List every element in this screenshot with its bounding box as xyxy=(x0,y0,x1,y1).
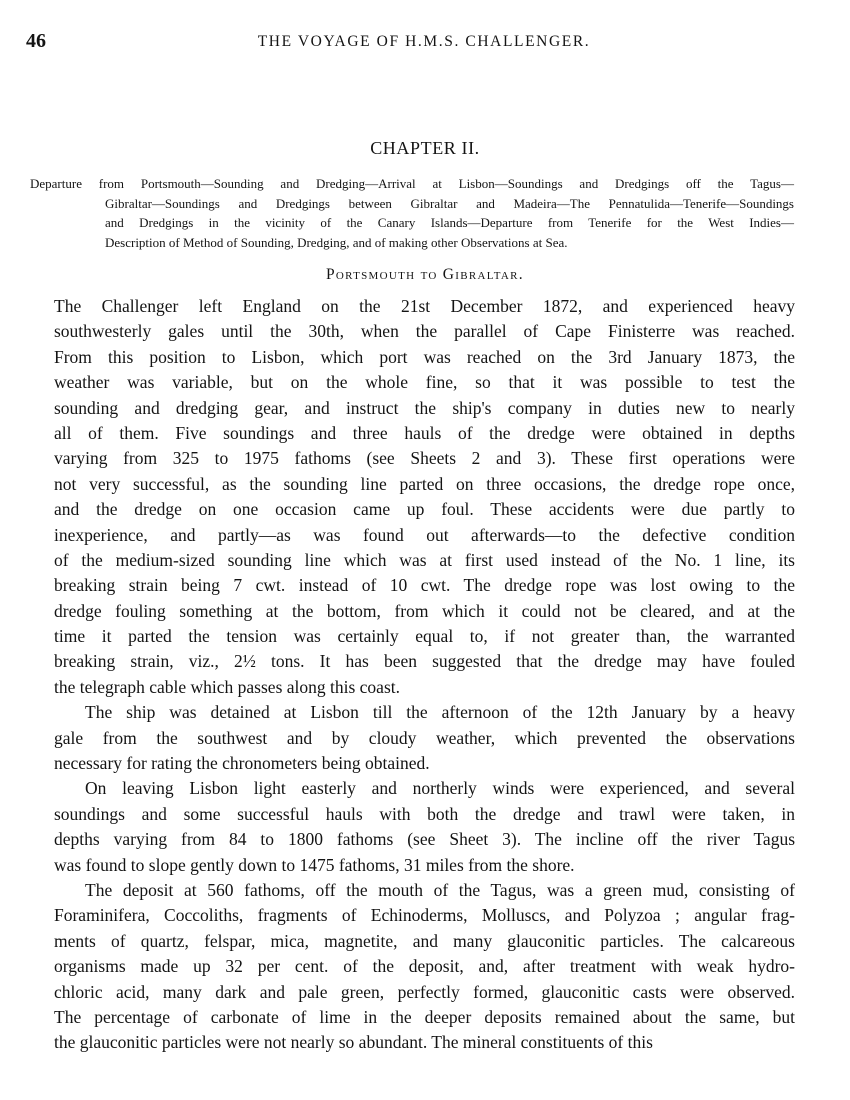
synopsis-line: and Dredgings in the vicinity of the Canary Islands—Departure from Tenerife for the West Indies— xyxy=(105,215,794,230)
text-line: soundings and some successful hauls with both the dredge and trawl were taken, in xyxy=(54,803,795,824)
paragraph xyxy=(54,878,795,1056)
text-line: On leaving Lisbon light easterly and northerly winds were experienced, and several xyxy=(85,778,795,799)
text-line: breaking strain, viz., 2½ tons. It has been suggested that the dredge may have fouled xyxy=(54,651,795,672)
text-line: The deposit at 560 fathoms, off the mouth of the Tagus, was a green mud, consisting of xyxy=(85,879,795,900)
chapter-synopsis xyxy=(30,174,794,252)
text-line: Foraminifera, Coccoliths, fragments of Echinoderms, Molluscs, and Polyzoa ; angular frag- xyxy=(54,905,795,926)
page-number: 46 xyxy=(26,30,46,52)
body-text xyxy=(54,294,795,1056)
text-line: time it parted the tension was certainly equal to, if not greater than, the warranted xyxy=(54,626,795,647)
text-line: and the dredge on one occasion came up foul. These accidents were due partly to xyxy=(54,499,795,520)
text-line: all of them. Five soundings and three hauls of the dredge were obtained in depths xyxy=(54,422,795,443)
text-line: depths varying from 84 to 1800 fathoms (see Sheet 3). The incline off the river Tagus xyxy=(54,829,795,850)
text-line: organisms made up 32 per cent. of the deposit, and, after treatment with weak hydro- xyxy=(54,956,795,977)
text-line: of the medium-sized sounding line which was at first used instead of the No. 1 line, its xyxy=(54,549,795,570)
text-line: The ship was detained at Lisbon till the afternoon of the 12th January by a heavy xyxy=(85,702,795,723)
synopsis-line: Gibraltar—Soundings and Dredgings between Gibraltar and Madeira—The Pennatulida—Tenerife—Soundings xyxy=(105,195,794,211)
page-header xyxy=(26,30,798,56)
text-line: southwesterly gales until the 30th, when the parallel of Cape Finisterre was reached. xyxy=(54,321,795,342)
paragraph xyxy=(54,294,795,700)
text-line: From this position to Lisbon, which port was reached on the 3rd January 1873, the xyxy=(54,346,795,367)
text-line: the glauconitic particles were not nearly so abundant. The mineral constituents of this xyxy=(54,1032,653,1053)
text-line: was found to slope gently down to 1475 fathoms, 31 miles from the shore. xyxy=(54,854,575,875)
text-line: inexperience, and partly—as was found out afterwards—to the defective condition xyxy=(54,524,795,545)
paragraph xyxy=(54,776,795,878)
chapter-title: CHAPTER II. xyxy=(370,138,480,158)
text-line: The percentage of carbonate of lime in the deeper deposits remained about the same, but xyxy=(54,1006,795,1027)
text-line: ments of quartz, felspar, mica, magnetite, and many glauconitic particles. The calcareous xyxy=(54,930,795,951)
synopsis-line: Description of Method of Sounding, Dredging, and of making other Observations at Sea. xyxy=(105,234,568,250)
text-line: the telegraph cable which passes along this coast. xyxy=(54,676,401,697)
text-line: varying from 325 to 1975 fathoms (see Sheets 2 and 3). These first operations were xyxy=(54,448,795,469)
section-heading: Portsmouth to Gibraltar. xyxy=(325,266,524,283)
text-line: breaking strain being 7 cwt. instead of 10 cwt. The dredge rope was lost owing to the xyxy=(54,575,795,596)
running-head: THE VOYAGE OF H.M.S. CHALLENGER. xyxy=(257,33,591,50)
text-line: The Challenger left England on the 21st December 1872, and experienced heavy xyxy=(54,296,795,316)
text-line: not very successful, as the sounding line parted on three occasions, the dredge rope once, xyxy=(54,473,795,494)
synopsis-line: Departure from Portsmouth—Sounding and Dredging—Arrival at Lisbon—Soundings and Dredgings off the Tagus— xyxy=(30,176,794,191)
text-line: chloric acid, many dark and pale green, perfectly formed, glauconitic casts were observed. xyxy=(54,981,795,1002)
text-line: gale from the southwest and by cloudy weather, which prevented the observations xyxy=(54,727,795,748)
paragraph xyxy=(54,700,795,776)
text-line: necessary for rating the chronometers being obtained. xyxy=(54,753,430,774)
text-line: weather was variable, but on the whole fine, so that it was possible to test the xyxy=(54,372,795,393)
text-line: dredge fouling something at the bottom, from which it could not be cleared, and at the xyxy=(54,600,795,621)
text-line: sounding and dredging gear, and instruct the ship's company in duties new to nearly xyxy=(54,397,795,418)
